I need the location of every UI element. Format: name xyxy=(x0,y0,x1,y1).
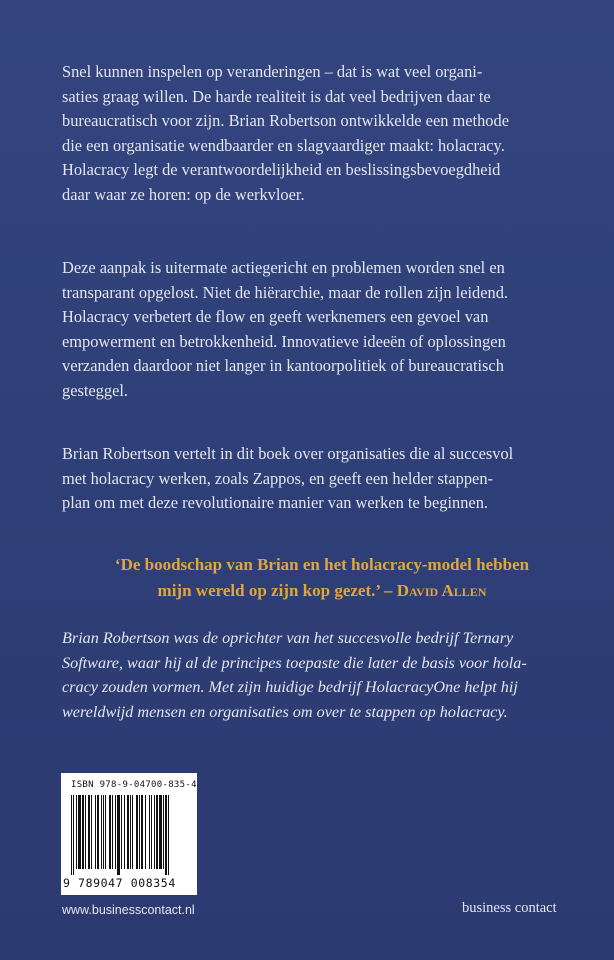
isbn-label: ISBN 978-9-04700-835-4 xyxy=(71,780,197,790)
text-line: saties graag willen. De harde realiteit is dat veel bedrijven daar te xyxy=(62,86,491,106)
text-line: empowerment en betrokkenheid. Innovatieve ideeën of oplossingen xyxy=(62,331,506,351)
bio-line: wereldwijd mensen en organisaties om over te stappen op holacracy. xyxy=(62,702,508,721)
text-line: transparant opgelost. Niet de hiërarchie, maar de rollen zijn leidend. xyxy=(62,282,509,302)
endorsement-quote xyxy=(62,552,582,604)
text-line: gesteggel. xyxy=(62,380,128,400)
text-line: Snel kunnen inspelen op veranderingen – dat is wat veel organi- xyxy=(62,62,483,81)
author-bio xyxy=(62,626,574,724)
text-line: daar waar ze horen: op de werkvloer. xyxy=(62,184,305,204)
barcode-bars xyxy=(69,795,189,875)
text-line: plan om met deze revolutionaire manier van werken te beginnen. xyxy=(62,493,488,513)
paragraph-intro xyxy=(62,60,574,208)
text-line: Deze aanpak is uitermate actiegericht en problemen worden snel en xyxy=(62,258,505,277)
text-line: verzanden daardoor niet langer in kantoorpolitiek of bureaucratisch xyxy=(62,356,504,376)
text-line: die een organisatie wendbaarder en slagvaardiger maakt: holacracy. xyxy=(62,135,505,155)
text-line: Holacracy verbetert de flow en geeft werknemers een gevoel van xyxy=(62,307,489,327)
barcode-digits: 9 789047 008354 xyxy=(63,876,176,890)
bio-line: Brian Robertson was de oprichter van het succesvolle bedrijf Ternary xyxy=(62,629,514,647)
publisher-name: business contact xyxy=(462,900,557,916)
isbn-barcode xyxy=(61,773,197,895)
quote-text: mijn wereld op zijn kop gezet.’ – xyxy=(157,581,397,600)
bio-line: cracy zouden vormen. Met zijn huidige bedrijf HolacracyOne helpt hij xyxy=(62,678,518,697)
text-line: Holacracy legt de verantwoordelijkheid en beslissingsbevoegdheid xyxy=(62,160,501,180)
paragraph-book-summary xyxy=(62,442,574,516)
paragraph-approach xyxy=(62,256,574,404)
text-line: met holacracy werken, zoals Zappos, en geeft een helder stappen- xyxy=(62,468,493,488)
quote-line-2 xyxy=(62,578,582,604)
text-line: bureaucratisch voor zijn. Brian Robertson ontwikkelde een methode xyxy=(62,111,509,131)
quote-attribution: David Allen xyxy=(396,581,487,600)
quote-line: ‘De boodschap van Brian en het holacracy-model hebben xyxy=(114,555,530,574)
bio-line: Software, waar hij al de principes toepaste die later de basis voor hola- xyxy=(62,653,527,672)
text-line: Brian Robertson vertelt in dit boek over organisaties die al succesvol xyxy=(62,444,514,463)
publisher-website: www.businesscontact.nl xyxy=(62,903,195,917)
